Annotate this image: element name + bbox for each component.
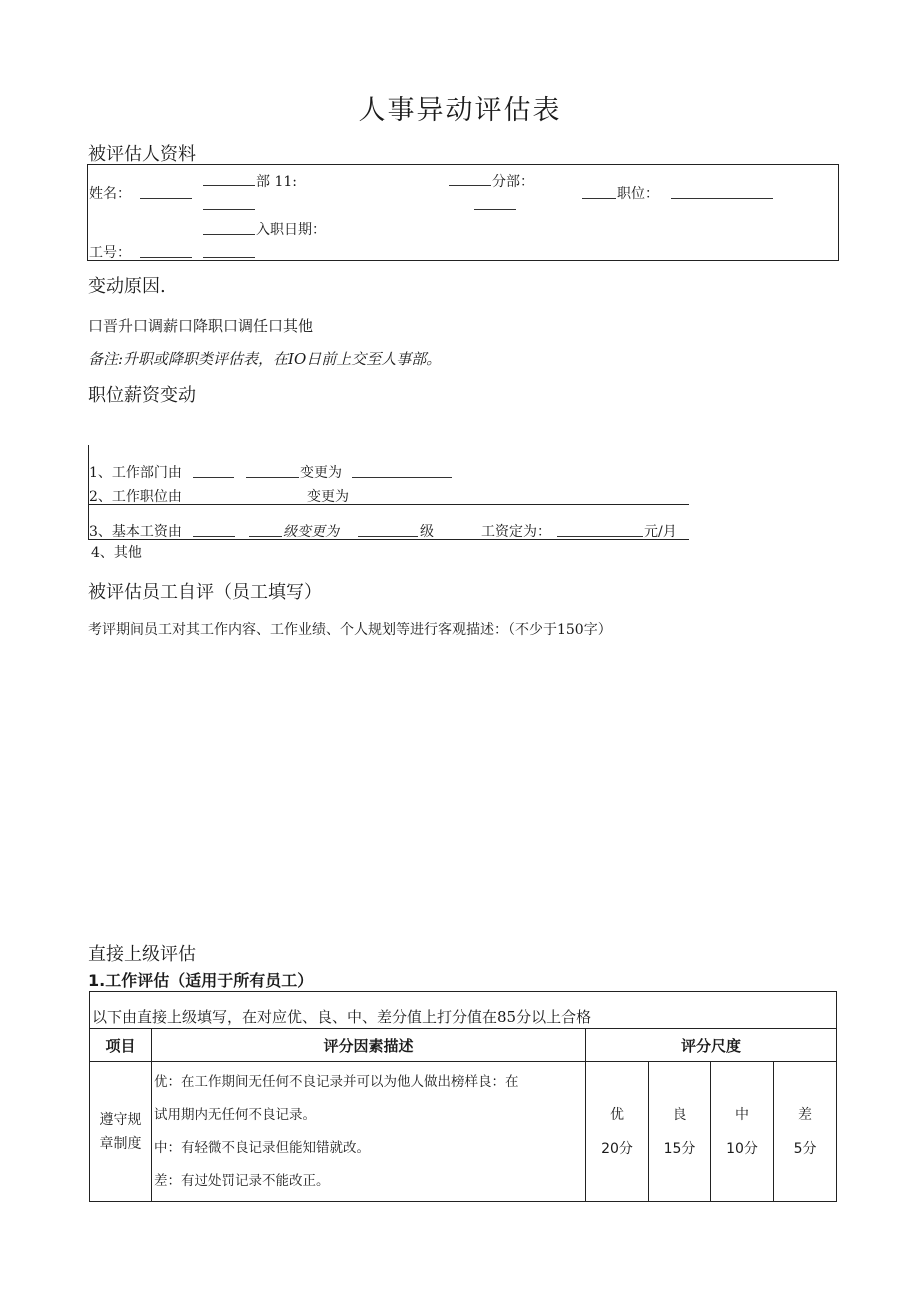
row-item: 遵守规章制度 — [90, 1062, 152, 1202]
dept-field-2[interactable] — [203, 195, 255, 210]
salary-line3-mid: 级变更为 — [283, 524, 339, 540]
wage-from-field[interactable] — [193, 522, 235, 537]
salary-line3-grade: 级 — [420, 524, 434, 540]
dept-to-field-pre[interactable] — [246, 463, 299, 478]
grade-poor-cell[interactable] — [774, 1062, 837, 1202]
col-header-desc: 评分因素描述 — [152, 1029, 586, 1062]
id-label: 工号： — [89, 245, 131, 261]
salary-line3-rule — [88, 539, 689, 540]
salary-line2-rule — [88, 504, 689, 505]
col-header-item: 项目 — [90, 1029, 152, 1062]
self-eval-heading: 被评估员工自评（员工填写） — [88, 582, 322, 603]
id-field-2[interactable] — [203, 243, 255, 258]
grade-score: 15分 — [663, 1140, 696, 1157]
reason-heading: 变动原因. — [88, 276, 166, 297]
self-eval-instruction: 考评期间员工对其工作内容、工作业绩、个人规划等进行客观描述：（不少于150字） — [88, 622, 612, 638]
grade-label: 中 — [735, 1106, 749, 1123]
position-field-pre[interactable] — [582, 184, 616, 199]
col-header-scale: 评分尺度 — [586, 1029, 837, 1062]
salary-line4: 4、其他 — [91, 545, 142, 561]
desc-line: 优：在工作期间无任何不良记录并可以为他人做出榜样良：在 — [154, 1073, 519, 1090]
grade-good-cell[interactable] — [649, 1062, 711, 1202]
work-eval-subheading: 1.工作评估（适用于所有员工） — [88, 971, 314, 990]
dept-label: 部 11: — [256, 174, 297, 190]
reason-options[interactable]: 口晋升口调薪口降职口调任口其他 — [88, 317, 314, 335]
position-field[interactable] — [671, 184, 773, 199]
branch-field-2[interactable] — [474, 195, 516, 210]
name-field[interactable] — [140, 184, 192, 199]
position-label: 职位： — [617, 186, 659, 202]
evaluation-table — [89, 991, 837, 1202]
salary-heading: 职位薪资变动 — [88, 385, 196, 406]
salary-line1-mid: 变更为 — [300, 465, 342, 481]
grade-label: 差 — [798, 1106, 813, 1123]
salary-line1-prefix: 1、工作部门由 — [89, 465, 182, 481]
self-eval-text-area[interactable] — [88, 645, 836, 925]
salary-line3-unit: 元/月 — [644, 524, 677, 540]
branch-label: 分部： — [492, 174, 534, 190]
grade-score: 5分 — [793, 1140, 817, 1157]
wage-amount-field[interactable] — [557, 522, 643, 537]
supervisor-heading: 直接上级评估 — [88, 944, 196, 965]
wage-grade-field[interactable] — [249, 522, 282, 537]
id-field[interactable] — [140, 243, 192, 258]
hire-date-label: 入职日期： — [256, 222, 326, 238]
grade-score: 20分 — [601, 1140, 633, 1157]
reason-note: 备注:升职或降职类评估表，在IO日前上交至人事部。 — [88, 350, 442, 368]
desc-line: 试用期内无任何不良记录。 — [154, 1106, 316, 1123]
salary-line3-wage: 工资定为： — [481, 524, 551, 540]
dept-from-field[interactable] — [193, 463, 234, 478]
salary-line3-prefix: 3、基本工资由 — [89, 524, 182, 540]
grade-label: 优 — [610, 1106, 624, 1123]
wage-to-field[interactable] — [358, 522, 418, 537]
table-row — [90, 1062, 837, 1202]
branch-field[interactable] — [449, 171, 491, 186]
name-label: 姓名： — [89, 186, 131, 202]
salary-line2-mid: 变更为 — [307, 489, 349, 505]
subject-info-heading: 被评估人资料 — [88, 144, 196, 165]
table-intro: 以下由直接上级填写，在对应优、良、中、差分值上打分值在85分以上合格 — [90, 992, 837, 1029]
grade-score: 10分 — [726, 1140, 758, 1157]
row-desc — [152, 1062, 586, 1202]
page-title: 人事异动评估表 — [358, 95, 562, 126]
salary-line2-prefix: 2、工作职位由 — [89, 489, 182, 505]
grade-medium-cell[interactable] — [711, 1062, 774, 1202]
dept-field[interactable] — [203, 171, 255, 186]
desc-line: 中：有轻微不良记录但能知错就改。 — [154, 1139, 370, 1156]
desc-line: 差：有过处罚记录不能改正。 — [154, 1172, 330, 1189]
grade-label: 良 — [672, 1106, 687, 1123]
grade-excellent-cell[interactable] — [586, 1062, 649, 1202]
dept-to-field[interactable] — [352, 463, 452, 478]
hire-date-field[interactable] — [203, 220, 255, 235]
